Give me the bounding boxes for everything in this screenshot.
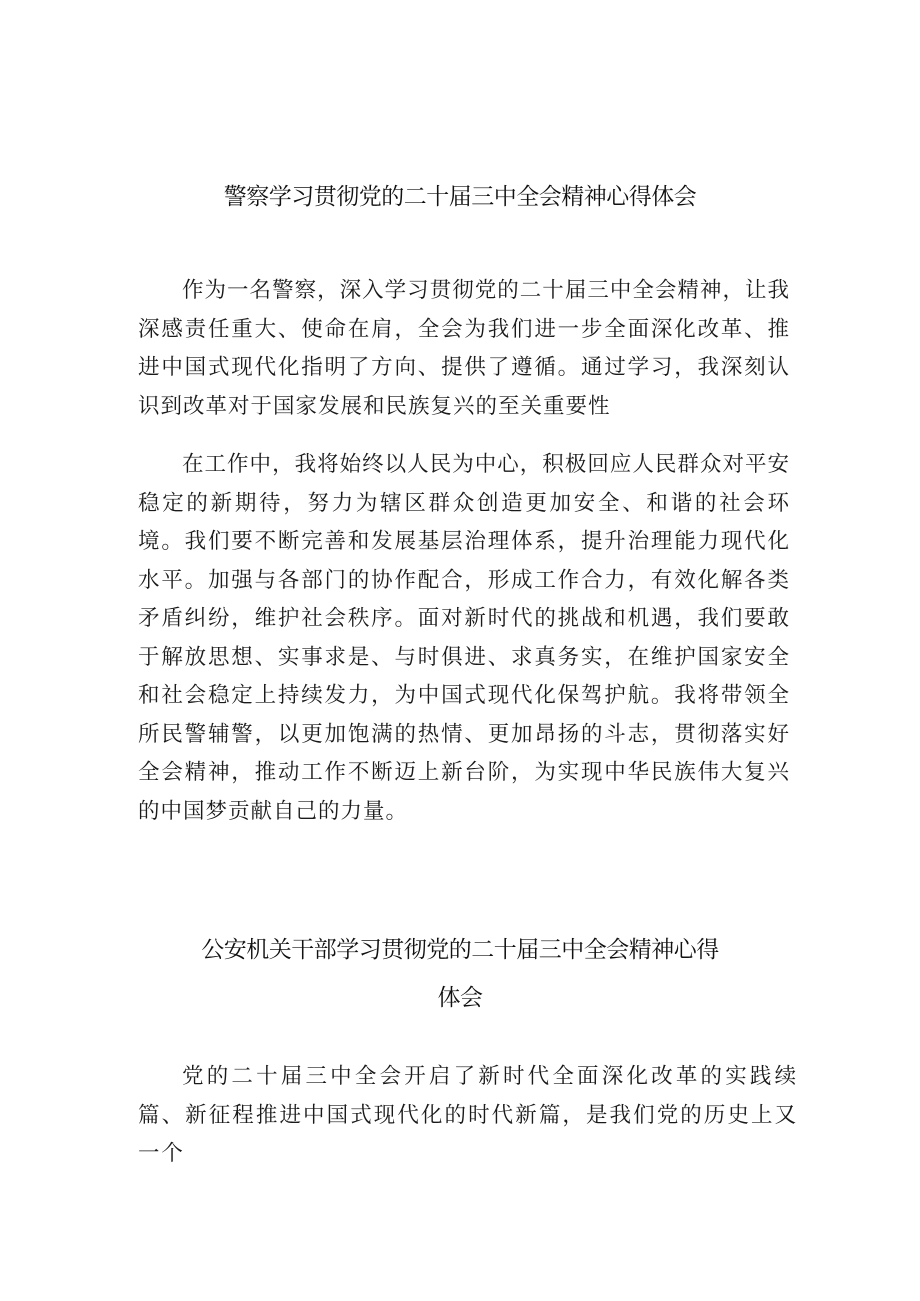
section2-title-line-2: 体会 xyxy=(437,985,483,1011)
section1-paragraph-2: 在工作中，我将始终以人民为中心，积极回应人民群众对平安稳定的新期待，努力为辖区群众创造更加安全、和谐的社会环境。我们要不断完善和发展基层治理体系，提升治理能力现代化水平。加强与各部门的协作配合，形成工作合力，有效化解各类矛盾纠纷，维护社会秩序。面对新时代的挑战和机遇，我们要敢于解放思想、实事求是、与时俱进、求真务实，在维护国家安全和社会稳定上持续发力，为中国式现代化保驾护航。我将带领全所民警辅警，以更加饱满的热情、更加昂扬的斗志，贯彻落实好全会精神，推动工作不断迈上新台阶，为实现中华民族伟大复兴的中国梦贡献自己的力量。 xyxy=(138,452,790,824)
section1-paragraph-1: 作为一名警察，深入学习贯彻党的二十届三中全会精神，让我深感责任重大、使命在肩，全会为我们进一步全面深化改革、推进中国式现代化指明了方向、提供了遵循。通过学习，我深刻认识到改革对于国家发展和民族复兴的至关重要性 xyxy=(138,278,790,419)
section2-title-line-1: 公安机关干部学习贯彻党的二十届三中全会精神心得 xyxy=(201,937,719,963)
section2-paragraph-1: 党的二十届三中全会开启了新时代全面深化改革的实践续篇、新征程推进中国式现代化的时代新篇，是我们党的历史上又一个 xyxy=(138,1064,798,1166)
section1-title: 警察学习贯彻党的二十届三中全会精神心得体会 xyxy=(223,184,697,210)
section2-title xyxy=(0,930,920,1026)
